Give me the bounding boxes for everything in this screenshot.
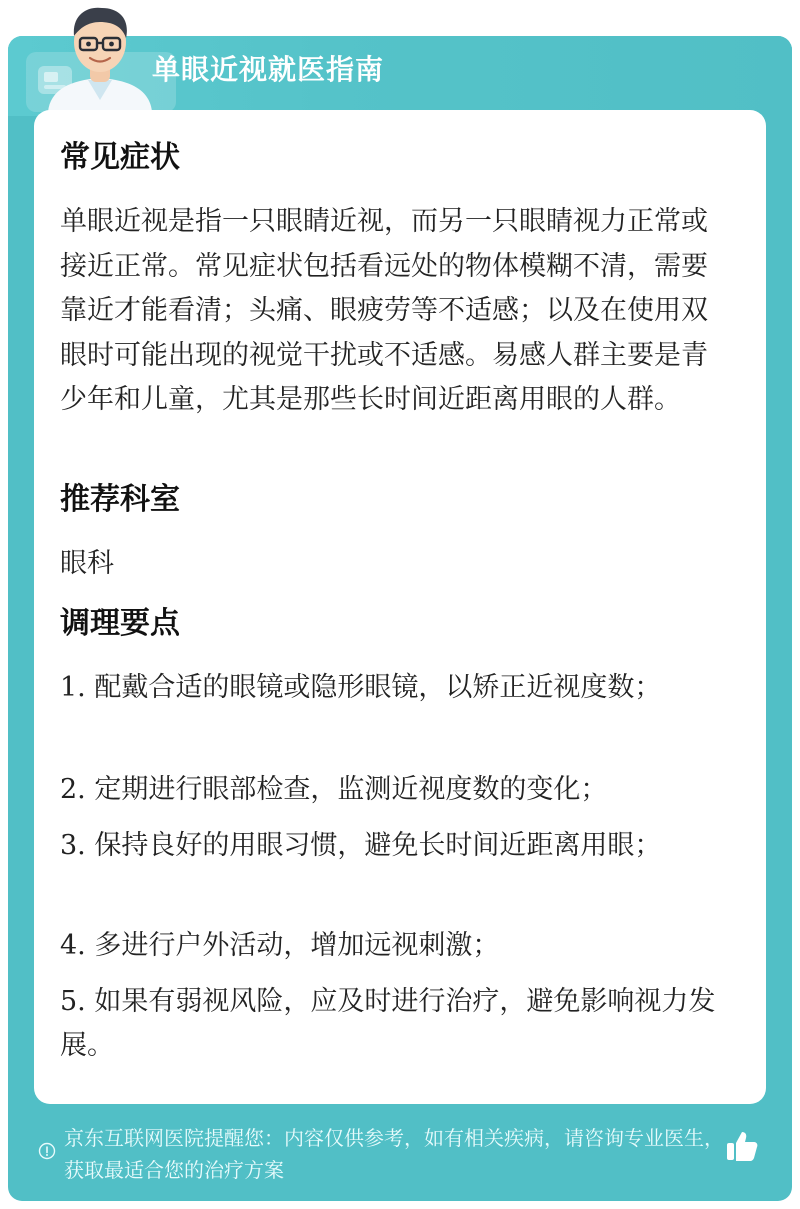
list-item	[60, 924, 730, 968]
list-text: 定期进行眼部检查，监测近视度数的变化；	[94, 774, 608, 805]
page-title: 单眼近视就医指南	[152, 53, 385, 86]
list-item	[60, 980, 730, 1068]
section-title-department: 推荐科室	[60, 482, 180, 517]
department-text: 眼科	[60, 548, 114, 579]
doctor-avatar	[40, 0, 160, 112]
footer-disclaimer: 京东互联网医院提醒您：内容仅供参考，如有相关疾病，请咨询专业医生，获取最适合您的治疗方案	[64, 1126, 724, 1182]
symptoms-text: 单眼近视是指一只眼睛近视，而另一只眼睛视力正常或接近正常。常见症状包括看远处的物体模糊不清，需要靠近才能看清；头痛、眼疲劳等不适感；以及在使用双眼时可能出现的视觉干扰或不适感。易感人群主要是青少年和儿童，尤其是那些长时间近距离用眼的人群。	[60, 206, 708, 415]
section-title-symptoms: 常见症状	[60, 140, 180, 175]
list-number: 1.	[60, 672, 86, 703]
list-number: 2.	[60, 774, 86, 805]
content-card	[34, 110, 766, 1104]
info-circle-icon	[38, 1142, 56, 1160]
list-text: 保持良好的用眼习惯，避免长时间近距离用眼；	[94, 830, 662, 861]
list-item	[60, 666, 730, 710]
section-title-care: 调理要点	[60, 606, 180, 641]
list-item	[60, 824, 730, 868]
list-item	[60, 768, 730, 812]
list-number: 4.	[60, 930, 86, 961]
list-text: 多进行户外活动，增加远视刺激；	[94, 930, 500, 961]
list-text: 如果有弱视风险，应及时进行治疗，避免影响视力发展。	[60, 986, 716, 1061]
list-number: 5.	[60, 986, 86, 1017]
list-number: 3.	[60, 830, 86, 861]
thumbs-up-icon[interactable]	[724, 1128, 760, 1164]
list-text: 配戴合适的眼镜或隐形眼镜，以矫正近视度数；	[94, 672, 662, 703]
